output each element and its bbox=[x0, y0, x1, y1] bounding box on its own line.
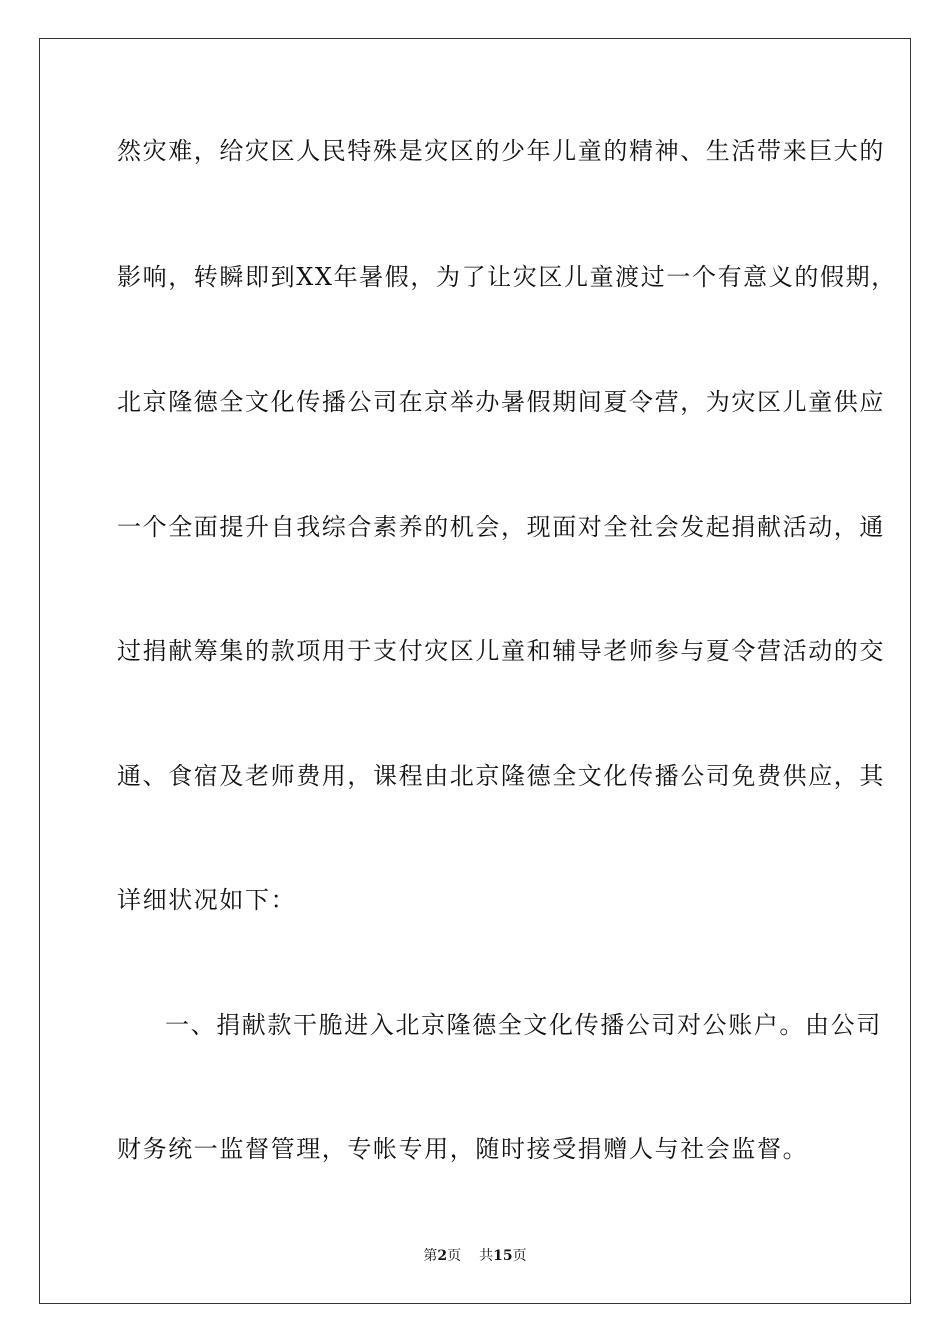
paragraph-line: 一、捐献款干脆进入北京隆德全文化传播公司对公账户。由公司 bbox=[165, 1011, 882, 1039]
page-prefix: 第 bbox=[423, 1248, 438, 1264]
total-pages: 15 bbox=[493, 1248, 513, 1264]
total-prefix: 共 bbox=[479, 1248, 494, 1264]
page-footer bbox=[0, 1246, 950, 1266]
paragraph-line: 一个全面提升自我综合素养的机会，现面对全社会发起捐献活动，通 bbox=[117, 513, 885, 541]
paragraph-line: 通、食宿及老师费用，课程由北京隆德全文化传播公司免费供应，其 bbox=[117, 762, 885, 790]
paragraph-line: 然灾难，给灾区人民特殊是灾区的少年儿童的精神、生活带来巨大的 bbox=[117, 137, 885, 165]
paragraph-line: 详细状况如下： bbox=[117, 886, 297, 914]
paragraph-line: 财务统一监督管理，专帐专用，随时接受捐赠人与社会监督。 bbox=[117, 1135, 809, 1163]
paragraph-line: 过捐献筹集的款项用于支付灾区儿童和辅导老师参与夏令营活动的交 bbox=[117, 637, 885, 665]
page-suffix: 页 bbox=[447, 1248, 462, 1264]
total-suffix: 页 bbox=[512, 1248, 527, 1264]
paragraph-line: 影响，转瞬即到XX年暑假，为了让灾区儿童渡过一个有意义的假期， bbox=[117, 263, 897, 291]
page-number: 2 bbox=[437, 1248, 448, 1264]
page-border bbox=[39, 38, 911, 1304]
paragraph-line: 北京隆德全文化传播公司在京举办暑假期间夏令营，为灾区儿童供应 bbox=[117, 388, 885, 416]
